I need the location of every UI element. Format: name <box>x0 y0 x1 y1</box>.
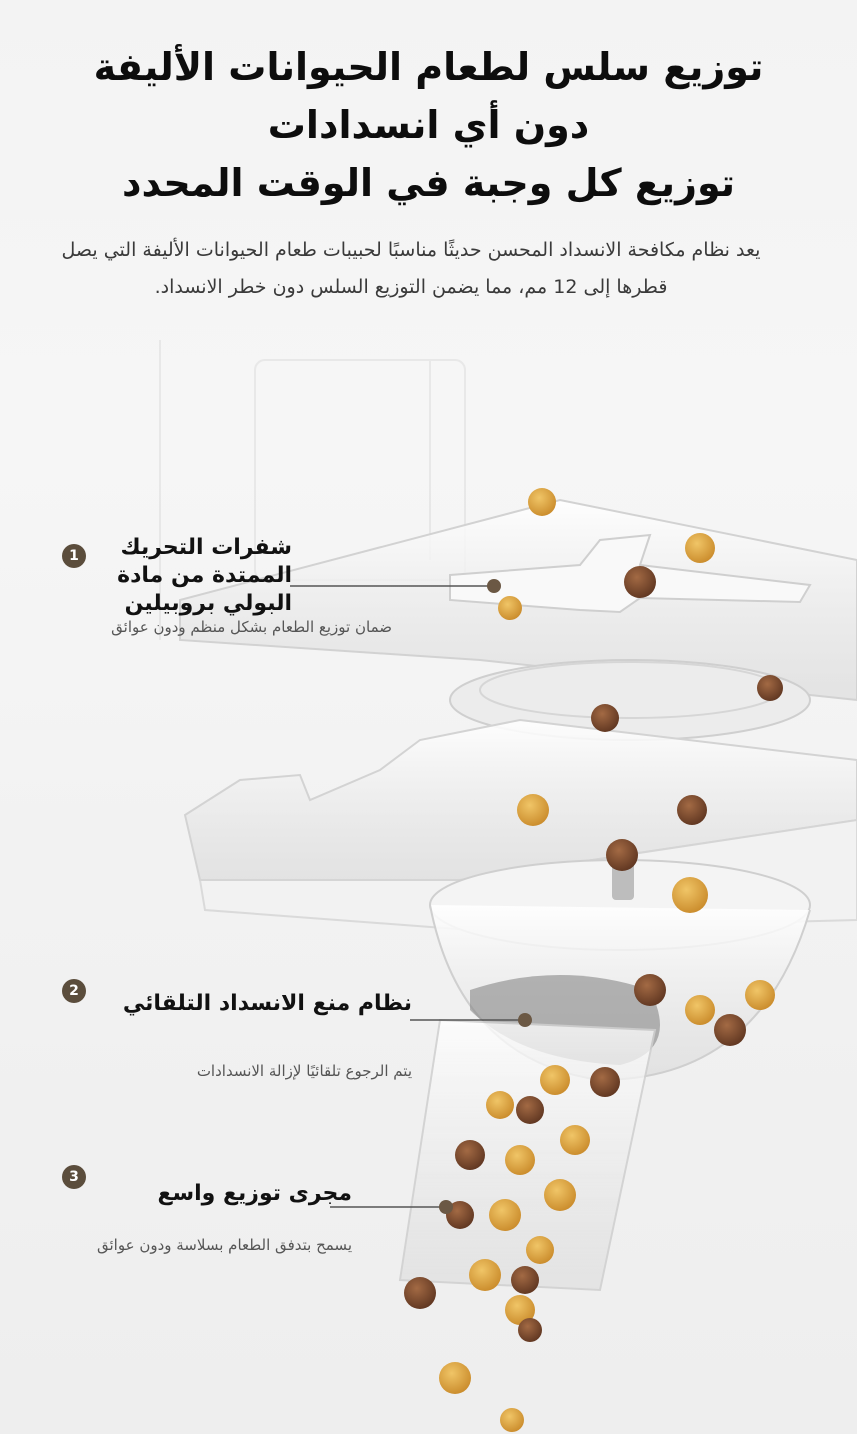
feature-2 <box>92 990 412 1081</box>
callout-dot-icon <box>439 1200 453 1214</box>
feature-3 <box>92 1180 352 1255</box>
feature-3-subtitle: يسمح بتدفق الطعام بسلاسة ودون عوائق <box>97 1236 352 1254</box>
feature-2-subtitle: يتم الرجوع تلقائيًا لإزالة الانسدادات <box>196 1062 412 1080</box>
callout-dot-icon <box>518 1013 532 1027</box>
feature-1 <box>92 534 392 637</box>
description-text: يعد نظام مكافحة الانسداد المحسن حديثًا مناسبًا لحبيبات طعام الحيوانات الأليفة التي يصل قطرها إلى 12 مم، مما يضمن التوزيع السلس دون خطر الانسداد. <box>61 239 761 298</box>
headline-line-3: توزيع كل وجبة في الوقت المحدد <box>121 161 736 205</box>
feature-1-title: شفرات التحريك الممتدة من مادة البولي بروبيلين <box>117 535 292 616</box>
feature-1-subtitle: ضمان توزيع الطعام بشكل منظم ودون عوائق <box>111 618 392 636</box>
headline-line-1: توزيع سلس لطعام الحيوانات الأليفة <box>93 45 764 89</box>
feature-2-number-badge: 2 <box>62 979 86 1003</box>
callout-dot-icon <box>487 579 501 593</box>
page-headline <box>30 38 827 212</box>
feature-3-number-badge: 3 <box>62 1165 86 1189</box>
headline-line-2: دون أي انسدادات <box>267 103 590 147</box>
feature-1-number-badge: 1 <box>62 544 86 568</box>
feature-3-title: مجرى توزيع واسع <box>157 1181 352 1206</box>
feature-2-title: نظام منع الانسداد التلقائي <box>122 991 412 1016</box>
